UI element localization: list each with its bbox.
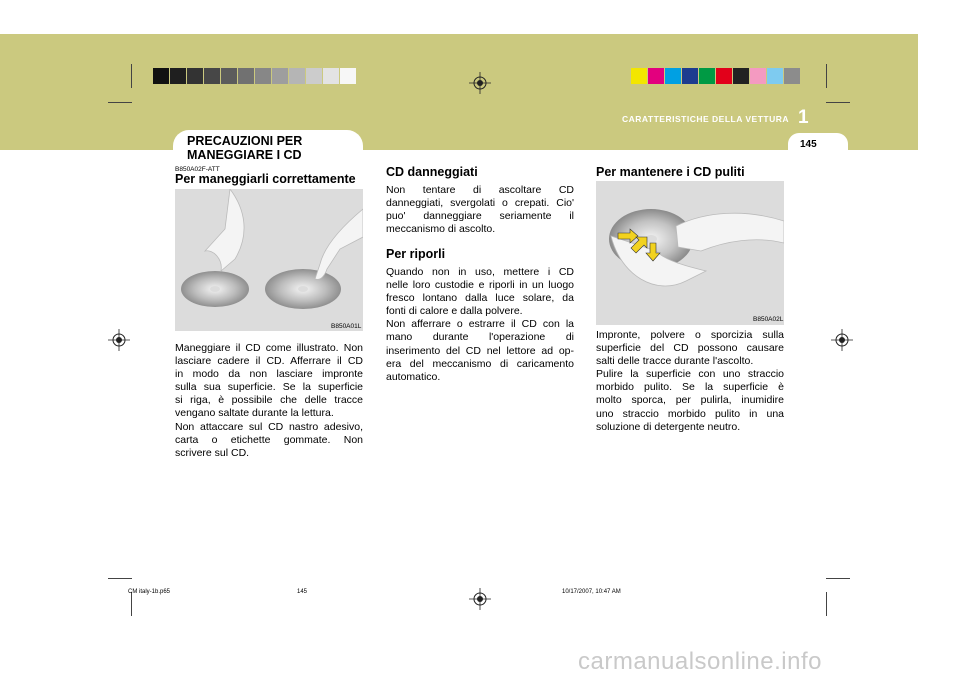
image-code: B850A01L bbox=[331, 323, 362, 330]
color-swatch bbox=[716, 68, 733, 84]
hands-cleaning-cd-illustration bbox=[596, 181, 784, 325]
text-line: vengano saltate durante la lettura. bbox=[175, 407, 334, 420]
color-swatch bbox=[170, 68, 187, 84]
text-line: si riga, è possibile che delle tracce bbox=[175, 394, 363, 407]
storage-text bbox=[386, 266, 574, 384]
crop-mark bbox=[108, 102, 132, 103]
heading-damaged-cd: CD danneggiati bbox=[386, 165, 478, 179]
text-line: fresco lontano dalla luce solare, da bbox=[386, 292, 574, 305]
footer-file: CM italy-1b.p65 bbox=[128, 589, 171, 595]
crop-mark bbox=[826, 592, 827, 616]
text-line: carta o etichette gommate. Non bbox=[175, 433, 363, 446]
text-line: Pulire la superficie con uno straccio bbox=[596, 368, 784, 381]
text-line: molto sporca, per pulirla, inumidire bbox=[596, 394, 784, 407]
text-line: superficie del CD possono causare bbox=[596, 342, 784, 355]
image-code: B850A02L bbox=[753, 316, 784, 323]
text-line: Maneggiare il CD come illustrato. Non bbox=[175, 342, 363, 354]
crop-mark bbox=[108, 578, 132, 579]
text-line: in modo da non lasciare impronte bbox=[175, 368, 363, 381]
crop-mark bbox=[131, 64, 132, 88]
text-line: scrivere sul CD. bbox=[175, 446, 250, 459]
color-swatch bbox=[767, 68, 784, 84]
color-swatch bbox=[153, 68, 170, 84]
color-swatch bbox=[750, 68, 767, 84]
color-swatch bbox=[272, 68, 289, 84]
color-swatch bbox=[340, 68, 357, 84]
color-swatch bbox=[682, 68, 699, 84]
heading-cleaning: Per mantenere i CD puliti bbox=[596, 165, 745, 179]
color-swatch bbox=[187, 68, 204, 84]
color-swatch bbox=[204, 68, 221, 84]
registration-mark-icon bbox=[469, 72, 491, 94]
text-line: Impronte, polvere o sporcizia sulla bbox=[596, 329, 784, 341]
color-swatches bbox=[631, 68, 801, 84]
page-number: 145 bbox=[800, 139, 817, 150]
color-swatch bbox=[665, 68, 682, 84]
grayscale-swatches bbox=[153, 68, 357, 84]
color-swatch bbox=[306, 68, 323, 84]
color-swatch bbox=[648, 68, 665, 84]
handling-text bbox=[175, 342, 363, 460]
color-swatch bbox=[323, 68, 340, 84]
color-swatch bbox=[631, 68, 648, 84]
heading-storage: Per riporli bbox=[386, 247, 446, 261]
cd-handling-photo bbox=[175, 189, 363, 331]
text-line: inserimento del CD nel lettore ad op- bbox=[386, 344, 574, 357]
hands-holding-cd-illustration bbox=[175, 189, 363, 331]
chapter-number: 1 bbox=[798, 107, 809, 128]
text-line: soluzione di detergente neutro. bbox=[596, 420, 741, 433]
cd-cleaning-photo bbox=[596, 181, 784, 325]
text-line: uno straccio morbido pulito in una bbox=[596, 407, 784, 420]
text-line: automatico. bbox=[386, 370, 441, 383]
color-swatch bbox=[238, 68, 255, 84]
text-line: sulla sua superficie. Se la superficie bbox=[175, 381, 363, 394]
watermark: carmanualsonline.info bbox=[578, 648, 822, 675]
color-swatch bbox=[784, 68, 801, 84]
color-swatch bbox=[289, 68, 306, 84]
registration-mark-icon bbox=[831, 329, 853, 351]
footer-page: 145 bbox=[297, 589, 308, 595]
text-line: meccanismo di ascolto. bbox=[386, 223, 496, 236]
text-line: nelle loro custodie e riporli in un luogo bbox=[386, 279, 574, 292]
header-band bbox=[0, 34, 918, 150]
damaged-cd-text bbox=[386, 184, 574, 236]
text-line: morbido pulito. Se la superficie è bbox=[596, 381, 784, 394]
crop-mark bbox=[826, 64, 827, 88]
section-title: PRECAUZIONI PER MANEGGIARE I CD bbox=[187, 134, 303, 162]
text-line: lasciare cadere il CD. Afferrare il CD bbox=[175, 355, 363, 368]
heading-handling: Per maneggiarli correttamente bbox=[175, 172, 356, 186]
color-swatch bbox=[255, 68, 272, 84]
registration-mark-icon bbox=[108, 329, 130, 351]
footer-date: 10/17/2007, 10:47 AM bbox=[562, 589, 621, 595]
text-line: Non tentare di ascoltare CD bbox=[386, 184, 574, 196]
text-line: Quando non in uso, mettere i CD bbox=[386, 266, 574, 278]
registration-mark-icon bbox=[469, 588, 491, 610]
text-line: era del meccanismo di caricamento bbox=[386, 357, 574, 370]
text-line: mano durante l'operazione di bbox=[386, 331, 574, 344]
text-line: danneggiati, svergolati o crepati. Cio' bbox=[386, 197, 574, 210]
color-swatch bbox=[221, 68, 238, 84]
chapter-title: CARATTERISTICHE DELLA VETTURA bbox=[622, 114, 790, 124]
text-line: salti delle tracce durante l'ascolto. bbox=[596, 355, 754, 368]
crop-mark bbox=[131, 592, 132, 616]
crop-mark bbox=[826, 102, 850, 103]
text-line: Non attaccare sul CD nastro adesivo, bbox=[175, 420, 363, 433]
page-number-tab bbox=[788, 133, 848, 155]
text-line: Non afferrare o estrarre il CD con la bbox=[386, 318, 574, 331]
cleaning-text bbox=[596, 329, 784, 434]
color-swatch bbox=[733, 68, 750, 84]
text-line: fonti di calore e dalla polvere. bbox=[386, 305, 523, 318]
section-code: B850A02F-ATT bbox=[175, 166, 220, 173]
text-line: puo' danneggiare seriamente il bbox=[386, 210, 574, 223]
color-swatch bbox=[699, 68, 716, 84]
crop-mark bbox=[826, 578, 850, 579]
